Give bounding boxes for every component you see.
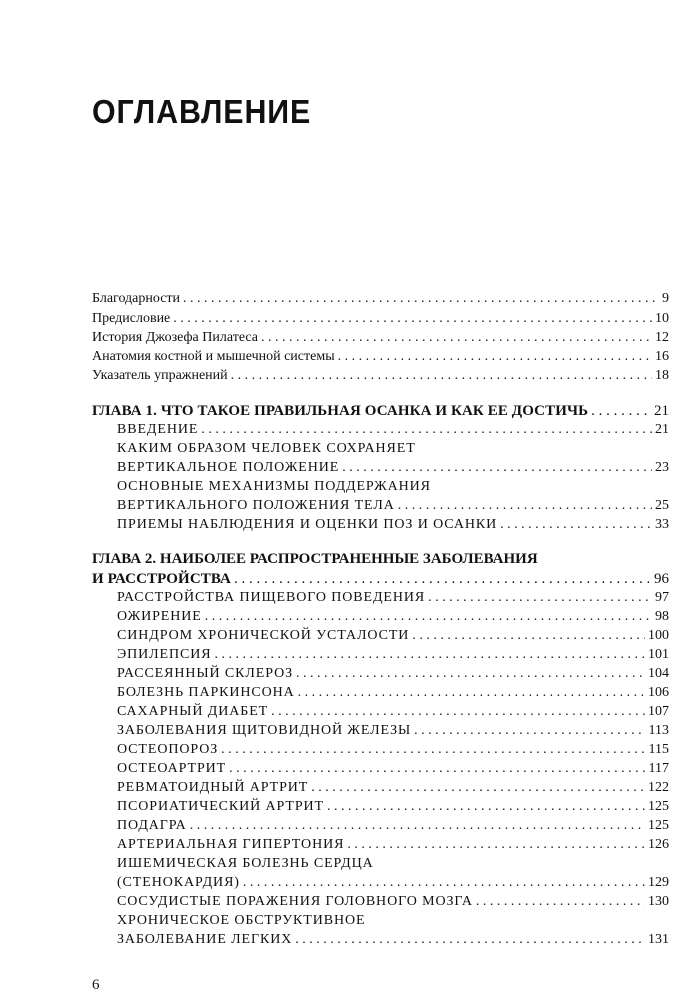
toc-entry-label: ВВЕДЕНИЕ (117, 422, 199, 437)
toc-entry-label: Анатомия костной и мышечной системы (92, 349, 335, 364)
toc-page-number: 16 (655, 349, 669, 364)
toc-page-number: 115 (648, 742, 669, 757)
toc-page-number: 100 (648, 628, 669, 643)
toc-page-number: 98 (655, 609, 669, 624)
toc-entry-label-line1: КАКИМ ОБРАЗОМ ЧЕЛОВЕК СОХРАНЯЕТ (117, 441, 416, 456)
leader-dots (338, 348, 652, 366)
toc-page-number: 10 (655, 311, 669, 326)
toc-page-number: 131 (648, 932, 669, 947)
toc-entry-label: ОСТЕОПОРОЗ (117, 742, 219, 757)
leader-dots (215, 646, 645, 664)
leader-dots (414, 722, 645, 740)
toc-entry-label: ОСТЕОАРТРИТ (117, 761, 227, 776)
leader-dots (298, 684, 645, 702)
toc-entry-introduction[interactable] (117, 421, 669, 439)
toc-entry-label: ЗАБОЛЕВАНИЕ ЛЕГКИХ (117, 932, 293, 947)
toc-entry-label: ВЕРТИКАЛЬНОЕ ПОЛОЖЕНИЕ (117, 460, 340, 475)
toc-entry-label: История Джозефа Пилатеса (92, 330, 258, 345)
toc-page-number: 104 (648, 666, 669, 681)
toc-page-number: 97 (655, 590, 669, 605)
toc-entry-label: ПОДАГРА (117, 818, 187, 833)
leader-dots (311, 779, 645, 797)
leader-dots (412, 627, 645, 645)
leader-dots (261, 329, 652, 347)
toc-entry-gout[interactable] (117, 817, 669, 835)
toc-entry-label: АРТЕРИАЛЬНАЯ ГИПЕРТОНИЯ (117, 837, 345, 852)
leader-dots (428, 589, 652, 607)
toc-entry-label: (СТЕНОКАРДИЯ) (117, 875, 240, 890)
toc-entry-angina[interactable] (117, 874, 669, 892)
leader-dots (347, 836, 645, 854)
toc-chapter-title: И РАССТРОЙСТВА (92, 571, 231, 587)
toc-entry-rheumatoid-arthritis[interactable] (117, 779, 669, 797)
toc-entry-label: РАССЕЯННЫЙ СКЛЕРОЗ (117, 666, 294, 681)
leader-dots (342, 459, 652, 477)
toc-chapter-title: ГЛАВА 1. ЧТО ТАКОЕ ПРАВИЛЬНАЯ ОСАНКА И КАК ЕЕ ДОСТИЧЬ (92, 403, 589, 419)
leader-dots (205, 608, 652, 626)
leader-dots (229, 760, 645, 778)
leader-dots (173, 310, 652, 328)
toc-page-number: 12 (655, 330, 669, 345)
toc-entry-parkinsons[interactable] (117, 684, 669, 702)
toc-entry-label: ВЕРТИКАЛЬНОГО ПОЛОЖЕНИЯ ТЕЛА (117, 498, 395, 513)
toc-chapter-2[interactable] (92, 570, 669, 588)
toc-entry-label: РАССТРОЙСТВА ПИЩЕВОГО ПОВЕДЕНИЯ (117, 590, 426, 605)
toc-entry-label: СИНДРОМ ХРОНИЧЕСКОЙ УСТАЛОСТИ (117, 628, 410, 643)
toc-page-number: 130 (648, 894, 669, 909)
toc-page-number: 126 (648, 837, 669, 852)
toc-entry-psoriatic-arthritis[interactable] (117, 798, 669, 816)
toc-entry-label: ОЖИРЕНИЕ (117, 609, 202, 624)
toc-page-number: 113 (648, 723, 669, 738)
toc-entry-thyroid[interactable] (117, 722, 669, 740)
leader-dots (296, 665, 645, 683)
toc-page-number: 117 (648, 761, 669, 776)
toc-page-number: 33 (655, 517, 669, 532)
leader-dots (327, 798, 645, 816)
leader-dots (398, 497, 652, 515)
toc-entry-label: СОСУДИСТЫЕ ПОРАЖЕНИЯ ГОЛОВНОГО МОЗГА (117, 894, 473, 909)
leader-dots (243, 874, 645, 892)
toc-entry-cerebrovascular[interactable] (117, 893, 669, 911)
toc-page-number: 122 (648, 780, 669, 795)
leader-dots (500, 516, 652, 534)
toc-entry-label: БОЛЕЗНЬ ПАРКИНСОНА (117, 685, 295, 700)
toc-entry-preface[interactable] (92, 310, 669, 328)
leader-dots (591, 402, 651, 420)
toc-entry-label: ПРИЕМЫ НАБЛЮДЕНИЯ И ОЦЕНКИ ПОЗ И ОСАНКИ (117, 517, 498, 532)
toc-entry-label: РЕВМАТОИДНЫЙ АРТРИТ (117, 780, 309, 795)
toc-entry-acknowledgments[interactable] (92, 290, 669, 308)
toc-entry-diabetes[interactable] (117, 703, 669, 721)
toc-page-number: 9 (662, 291, 669, 306)
leader-dots (234, 570, 651, 588)
page-number: 6 (92, 977, 100, 993)
toc-page-number: 21 (654, 403, 669, 419)
toc-entry-label-line1: ИШЕМИЧЕСКАЯ БОЛЕЗНЬ СЕРДЦА (117, 856, 374, 871)
leader-dots (221, 741, 645, 759)
toc-entry-label: ПСОРИАТИЧЕСКИЙ АРТРИТ (117, 799, 325, 814)
toc-page-number: 125 (648, 818, 669, 833)
leader-dots (201, 421, 652, 439)
toc-entry-hypertension[interactable] (117, 836, 669, 854)
toc-entry-label: САХАРНЫЙ ДИАБЕТ (117, 704, 269, 719)
leader-dots (271, 703, 645, 721)
toc-page-number: 107 (648, 704, 669, 719)
toc-entry-multiple-sclerosis[interactable] (117, 665, 669, 683)
toc-page-number: 23 (655, 460, 669, 475)
toc-entry-exercise-index[interactable] (92, 367, 669, 385)
leader-dots (183, 290, 659, 308)
toc-page-number: 106 (648, 685, 669, 700)
leader-dots (476, 893, 645, 911)
toc-chapter-1[interactable] (92, 402, 669, 420)
toc-page-number: 18 (655, 368, 669, 383)
toc-entry-epilepsy[interactable] (117, 646, 669, 664)
toc-page-number: 125 (648, 799, 669, 814)
toc-entry-label-line1: ХРОНИЧЕСКОЕ ОБСТРУКТИВНОЕ (117, 913, 366, 928)
toc-entry-chronic-fatigue[interactable] (117, 627, 669, 645)
toc-entry-label: ЭПИЛЕПСИЯ (117, 647, 212, 662)
toc-entry-label: Предисловие (92, 311, 171, 326)
toc-entry-posture-assessment[interactable] (117, 516, 669, 534)
toc-entry-pilates-history[interactable] (92, 329, 669, 347)
toc-entry-copd[interactable] (117, 931, 669, 949)
page-title: ОГЛАВЛЕНИЕ (92, 93, 312, 130)
toc-entry-obesity[interactable] (117, 608, 669, 626)
toc-page-number: 129 (648, 875, 669, 890)
toc-entry-osteoporosis[interactable] (117, 741, 669, 759)
toc-entry-label: Указатель упражнений (92, 368, 228, 383)
toc-page-number: 101 (648, 647, 669, 662)
toc-entry-osteoarthritis[interactable] (117, 760, 669, 778)
toc-page-number: 25 (655, 498, 669, 513)
toc-page-number: 96 (654, 571, 669, 587)
toc-entry-vertical-position[interactable] (117, 459, 669, 477)
leader-dots (190, 817, 645, 835)
toc-chapter-2-title-line1[interactable]: ГЛАВА 2. НАИБОЛЕЕ РАСПРОСТРАНЕННЫЕ ЗАБОЛЕВАНИЯ (92, 551, 538, 567)
toc-entry-label-line1: ОСНОВНЫЕ МЕХАНИЗМЫ ПОДДЕРЖАНИЯ (117, 479, 431, 494)
toc-entry-anatomy[interactable] (92, 348, 669, 366)
toc-entry-label: ЗАБОЛЕВАНИЯ ЩИТОВИДНОЙ ЖЕЛЕЗЫ (117, 723, 412, 738)
toc-page-number: 21 (655, 422, 669, 437)
toc-entry-body-support[interactable] (117, 497, 669, 515)
leader-dots (295, 931, 645, 949)
toc-entry-label: Благодарности (92, 291, 181, 306)
leader-dots (231, 367, 652, 385)
toc-entry-eating-disorders[interactable] (117, 589, 669, 607)
